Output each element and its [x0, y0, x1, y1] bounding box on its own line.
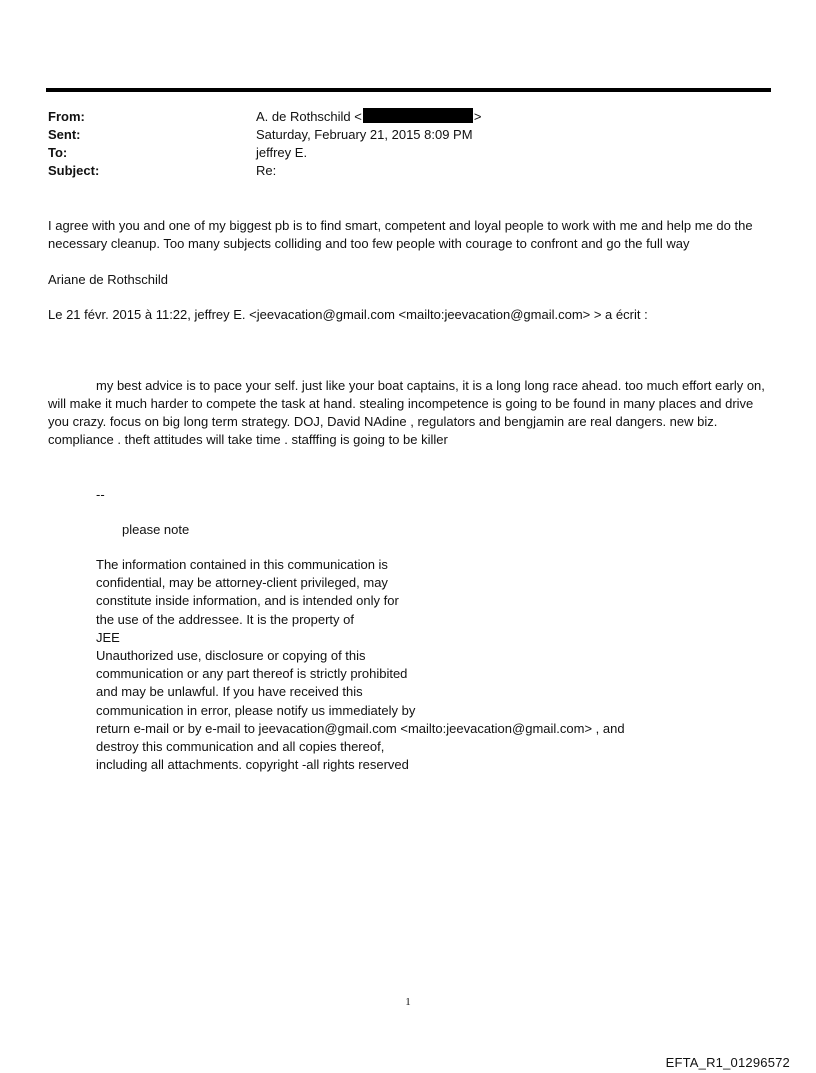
- from-name: A. de Rothschild <: [256, 109, 362, 124]
- to-value: jeffrey E.: [256, 145, 308, 160]
- disclaimer-line: communication or any part thereof is strictly prohibited: [96, 666, 408, 682]
- from-value: [256, 108, 481, 126]
- to-label: To:: [48, 145, 68, 160]
- disclaimer-line: JEE: [96, 629, 120, 645]
- disclaimer-line: constitute inside information, and is intended only for: [96, 593, 399, 609]
- disclaimer-line: confidential, may be attorney-client privileged, may: [96, 575, 388, 591]
- please-note: please note: [122, 522, 190, 537]
- from-label: From:: [48, 109, 85, 124]
- signature-dashes: --: [96, 487, 105, 502]
- disclaimer-line: return e-mail or by e-mail to jeevacation@gmail.com <mailto:jeevacation@gmail.com> , and: [96, 720, 625, 736]
- subject-value: Re:: [256, 163, 277, 178]
- disclaimer-line: Unauthorized use, disclosure or copying of this: [96, 648, 366, 664]
- header-rule: [46, 88, 771, 92]
- redaction-box: [363, 108, 473, 123]
- page-number: 1: [405, 996, 411, 1008]
- sent-label: Sent:: [48, 127, 81, 142]
- disclaimer-block: [96, 556, 696, 774]
- from-close: >: [473, 109, 482, 124]
- reply-paragraph: I agree with you and one of my biggest pb is to find smart, competent and loyal people to work with me and help me do the necessary cleanup. Too many subjects colliding and too few people with courage to confront and go the full way: [48, 218, 753, 251]
- disclaimer-line: communication in error, please notify us immediately by: [96, 702, 416, 718]
- disclaimer-line: destroy this communication and all copies thereof,: [96, 739, 385, 755]
- document-id: EFTA_R1_01296572: [665, 1055, 790, 1070]
- signature-name: Ariane de Rothschild: [48, 272, 168, 287]
- disclaimer-line: The information contained in this communication is: [96, 557, 388, 572]
- disclaimer-line: including all attachments. copyright -all rights reserved: [96, 757, 409, 773]
- disclaimer-line: and may be unlawful. If you have received this: [96, 684, 363, 700]
- disclaimer-line: the use of the addressee. It is the property of: [96, 611, 354, 627]
- sent-value: Saturday, February 21, 2015 8:09 PM: [256, 127, 473, 142]
- quoted-message: my best advice is to pace your self. just like your boat captains, it is a long long race ahead. too much effort early on, will make it much harder to compete the task at hand. stealing incompetence is going to be found in many places and drive you crazy. focus on big long term strategy. DOJ, David NAdine , regulators and bengjamin are real dangers. new biz. compliance . theft attitudes will take time . stafffing is going to be killer: [48, 378, 765, 447]
- quote-intro: Le 21 févr. 2015 à 11:22, jeffrey E. <jeevacation@gmail.com <mailto:jeevacation@gmail.com> > a écrit :: [48, 307, 648, 322]
- subject-label: Subject:: [48, 163, 100, 178]
